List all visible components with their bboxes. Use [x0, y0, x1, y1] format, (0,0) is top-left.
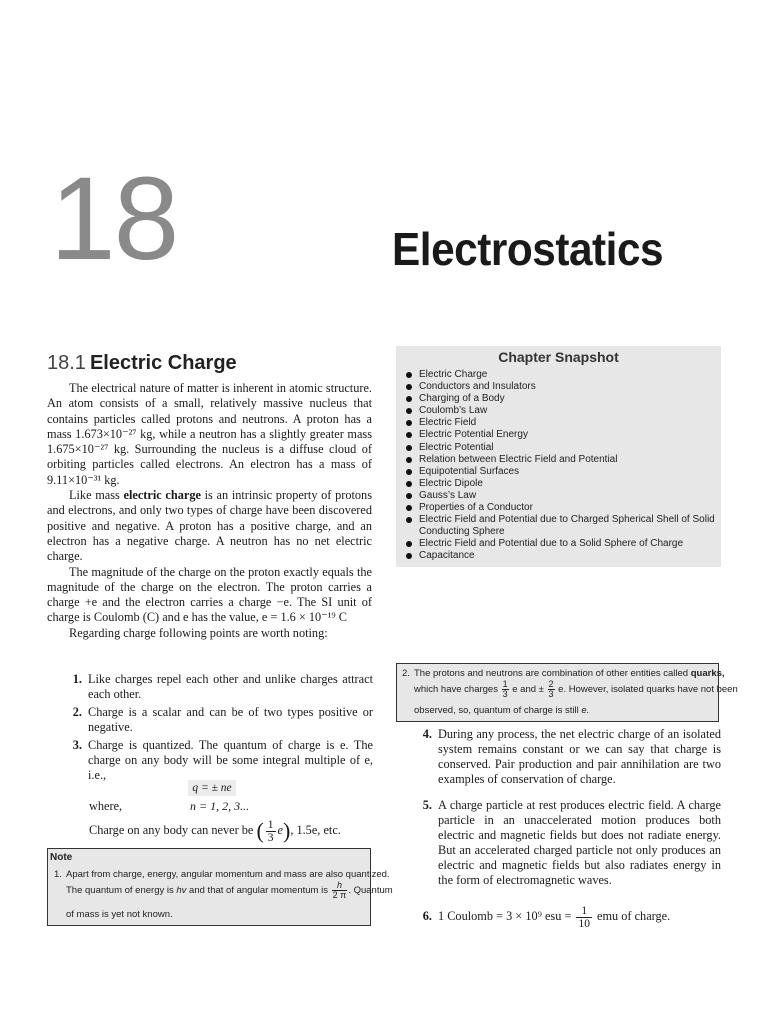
frac-den: 3 [502, 689, 508, 699]
snapshot-item[interactable] [404, 417, 722, 429]
chapter-title: Electrostatics [392, 223, 664, 275]
snapshot-list [404, 369, 722, 563]
intro-paragraphs [47, 381, 372, 641]
item-number: 5. [422, 798, 432, 812]
section-title: Electric Charge [89, 352, 237, 374]
text-span: Like mass [69, 488, 124, 503]
fraction-one-third [502, 680, 509, 699]
snapshot-item[interactable] [404, 429, 722, 441]
snapshot-item-label: Electric Dipole [419, 477, 483, 489]
paragraph-electric-charge [47, 488, 372, 564]
text-span: , 1.5e, etc. [290, 823, 341, 837]
item-text: Charge is quantized. The quantum of charge is e. The charge on any body will be some integral multiple of e, i.e., [88, 738, 373, 782]
bullet-icon [406, 517, 412, 523]
fraction-two-thirds [548, 680, 555, 699]
bullet-icon [406, 493, 412, 499]
item-text [438, 901, 721, 931]
note2-line3 [414, 705, 589, 716]
note-box-quarks [396, 663, 738, 722]
frac-num: 1 [267, 818, 274, 831]
snapshot-item-label: Relation between Electric Field and Potential [419, 453, 618, 465]
equation-q: q = ± ne [188, 780, 236, 796]
paragraph-points-intro: Regarding charge following points are worth noting: [69, 625, 328, 640]
note2-number: 2. [402, 668, 410, 679]
snapshot-item[interactable] [404, 502, 722, 514]
frac-den: 3 [548, 689, 554, 699]
snapshot-item-label: Electric Charge [419, 369, 488, 380]
text-span: e and ± [509, 684, 547, 696]
snapshot-item[interactable] [404, 454, 722, 466]
note-box [47, 848, 393, 926]
snapshot-item-label: Gauss’s Law [419, 489, 477, 501]
paren-right: ) [282, 818, 291, 844]
bullet-icon [406, 445, 412, 451]
paragraph-magnitude: The magnitude of the charge on the proton exactly equals the magnitude of the charge on the electron. The proton carries a charge +e and the electron carries a charge −e. The SI unit of charge is Coulomb (C) and e has the value, e = 1.6 × 10⁻¹⁹ C [47, 564, 372, 625]
points-list-right [418, 727, 722, 930]
section-heading [47, 352, 237, 375]
snapshot-item[interactable] [404, 490, 722, 502]
bold-term: quarks, [690, 668, 725, 679]
snapshot-title: Chapter Snapshot [498, 349, 619, 365]
frac-num: 1 [502, 679, 508, 689]
note2-line1 [414, 668, 725, 679]
snapshot-item[interactable] [404, 466, 722, 478]
frac-num: h [332, 881, 348, 891]
frac-num: 2 [548, 679, 554, 689]
paragraph-atomic-structure: The electrical nature of matter is inherent in atomic structure. An atom consists of a small, relatively massive nucleus that contains particles called protons and neutrons. A proton has a mass 1.673×10⁻²⁷ kg, while a neutron has a slightly greater mass 1.675×10⁻²⁷ kg. Surrounding the nucleus is a diffuse cloud of orbiting particles called electrons. An electron has a mass of 9.11×10⁻³¹ kg. [47, 381, 372, 487]
item-number: 2. [72, 705, 82, 719]
snapshot-item-label: Electric Field and Potential due to a Solid Sphere of Charge [419, 538, 684, 550]
note-line3: of mass is yet not known. [66, 909, 173, 920]
text-span: is an intrinsic property of protons and electrons, and only two types of charge have been discovered positive and negative. A proton has a positive charge, and an electron has a negative charge. A neutron has no net electric charge. [47, 488, 372, 564]
var-e: e. [581, 705, 590, 716]
paren-left: ( [256, 818, 264, 844]
bullet-icon [406, 541, 412, 547]
bullet-icon [406, 420, 412, 426]
equation-never [89, 815, 379, 845]
text-span: observed, so, quantum of charge is still [414, 705, 582, 716]
text-span: and that of angular momentum is [186, 885, 331, 897]
snapshot-item[interactable] [404, 405, 722, 417]
bullet-icon [406, 553, 412, 559]
item-text: A charge particle at rest produces electric field. A charge particle in an unaccelerated motion produces both electric and magnetic fields but does not radiate energy. But an accelerated charged particle not only produces an electric and magnetic fields but also radiates energy in the form of electromagnetic waves. [438, 798, 721, 887]
text-span: . Quantum [348, 885, 393, 897]
snapshot-item-label: Electric Field and Potential due to Charged Spherical Shell of Solid Conducting Sphere [419, 514, 715, 538]
snapshot-item-label: Charging of a Body [419, 393, 505, 405]
snapshot-item-label: Electric Potential Energy [419, 429, 528, 441]
note-number: 1. [54, 869, 62, 880]
item-number: 4. [422, 727, 432, 741]
note2-line2 [414, 680, 738, 700]
text-span: The protons and neutrons are combination of other entities called [414, 668, 691, 679]
section-number: 18.1 [47, 352, 86, 374]
note-line1: Apart from charge, energy, angular momentum and mass are also quantized. [66, 869, 390, 880]
text-span: emu of charge. [593, 909, 671, 923]
text-span: which have charges [414, 684, 501, 696]
item-text: Like charges repel each other and unlike charges attract each other. [88, 672, 373, 701]
snapshot-item-label: Capacitance [419, 550, 475, 562]
snapshot-item-label: Equipotential Surfaces [419, 465, 520, 477]
note-heading: Note [50, 852, 73, 863]
item-text: Charge is a scalar and can be of two types positive or negative. [88, 705, 373, 734]
bullet-icon [406, 481, 412, 487]
bullet-icon [406, 457, 412, 463]
snapshot-item-label: Properties of a Conductor [419, 502, 533, 514]
bullet-icon [406, 469, 412, 475]
bullet-icon [406, 505, 412, 511]
text-span: e. However, isolated quarks have not been [555, 684, 738, 696]
chapter-number: 18 [50, 153, 178, 285]
snapshot-item-label: Coulomb’s Law [419, 405, 488, 417]
fraction-one-tenth [576, 905, 592, 930]
snapshot-item[interactable] [404, 369, 722, 381]
snapshot-item-label: Electric Field [419, 417, 477, 429]
fraction-h-2pi [332, 881, 348, 900]
bullet-icon [406, 372, 412, 378]
bullet-icon [406, 408, 412, 414]
text-span: 1 Coulomb = 3 × 10⁹ esu = [438, 909, 575, 923]
chapter-snapshot [396, 346, 721, 567]
points-list-left [68, 672, 373, 792]
snapshot-item-label: Conductors and Insulators [419, 381, 536, 393]
where-label: where, [89, 799, 123, 813]
snapshot-item[interactable] [404, 538, 722, 550]
item-number: 6. [422, 909, 432, 923]
snapshot-item[interactable] [404, 381, 722, 393]
bold-term: electric charge [123, 488, 201, 503]
note-line2 [66, 881, 393, 901]
snapshot-item[interactable] [404, 393, 722, 405]
snapshot-item-label: Electric Potential [419, 441, 494, 453]
fraction-one-third [266, 819, 276, 844]
snapshot-item[interactable] [404, 514, 722, 538]
snapshot-item[interactable] [404, 442, 722, 454]
var-e: e [277, 823, 283, 837]
equation-n: n = 1, 2, 3... [190, 799, 250, 813]
frac-den: 3 [267, 831, 274, 844]
bullet-icon [406, 396, 412, 402]
snapshot-item[interactable] [404, 478, 722, 490]
text-span: The quantum of energy is [66, 885, 177, 897]
item-number: 1. [72, 672, 82, 686]
list-item [418, 901, 722, 931]
frac-den: 10 [578, 917, 590, 930]
snapshot-item[interactable] [404, 550, 722, 562]
item-number: 3. [72, 738, 82, 752]
text-span: Charge on any body can never be [89, 823, 254, 837]
item-text: During any process, the net electric charge of an isolated system remains constant or we can say that charge is conserved. Pair production and pair annihilation are two examples of conservation of charge. [438, 727, 721, 786]
bullet-icon [406, 432, 412, 438]
frac-den: 2 π [332, 890, 347, 900]
bullet-icon [406, 384, 412, 390]
var-hv: hv [176, 885, 187, 897]
frac-num: 1 [576, 905, 592, 918]
